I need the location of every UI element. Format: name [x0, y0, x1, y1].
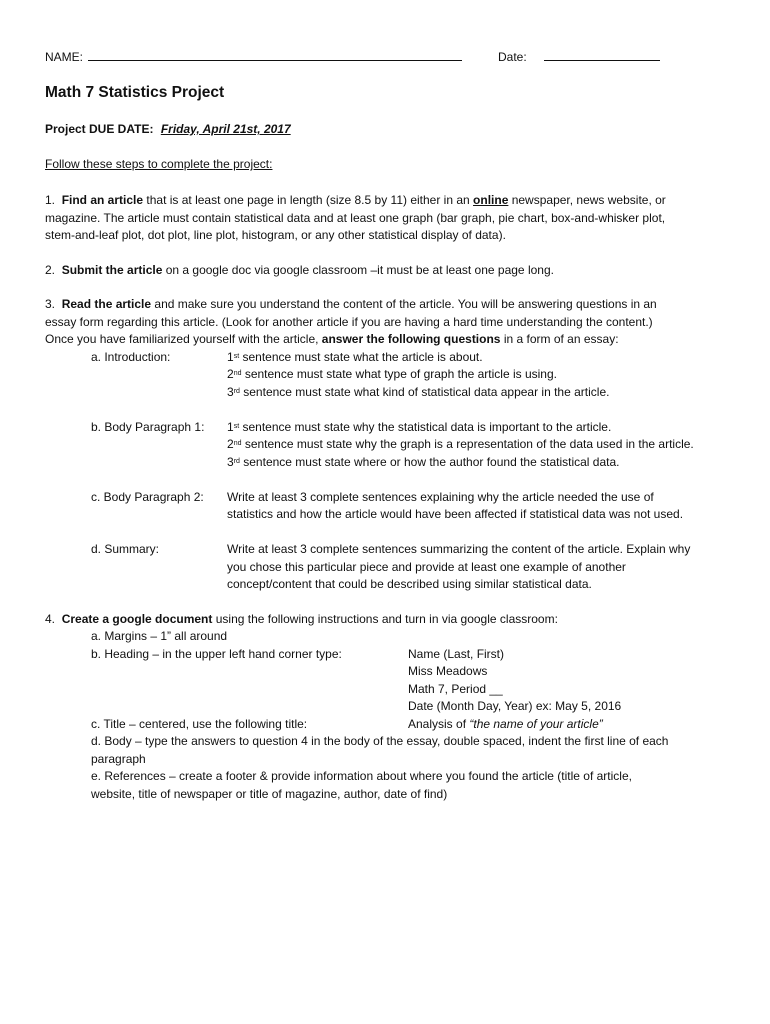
- step-1-line-3: stem-and-leaf plot, dot plot, line plot, histogram, or any other statistical display of data).: [45, 228, 506, 242]
- step-2-bold: Submit the article: [61, 263, 163, 277]
- step-4-bold: Create a google document: [61, 611, 213, 626]
- date-line: [498, 48, 660, 64]
- step-1-bold: Find an article: [61, 193, 144, 207]
- step-1-text-b: newspaper, news website, or: [508, 193, 666, 207]
- step-3-text-a: and make sure you understand the content of the article. You will be answering questions in an: [151, 297, 657, 311]
- heading-line-4: Date (Month Day, Year) ex: May 5, 2016: [408, 699, 622, 713]
- name-line: [45, 48, 462, 64]
- step-4-item-e-line-1: e. References – create a footer & provide information about where you found the article (title of article,: [91, 769, 632, 783]
- step-3-line-1: [45, 296, 657, 314]
- section-a-label: a. Introduction:: [91, 349, 171, 364]
- section-a-item-2: 2nd sentence must state what type of graph the article is using.: [227, 367, 557, 381]
- due-date: Friday, April 21st, 2017: [160, 122, 291, 136]
- section-b-item-3: 3rd sentence must state where or how the author found the statistical data.: [227, 454, 620, 469]
- step-4-item-d-line-1: d. Body – type the answers to question 4 in the body of the essay, double spaced, indent the first line of each: [91, 734, 669, 748]
- step-1-number: 1.: [45, 193, 56, 207]
- section-d-line-1: Write at least 3 complete sentences summarizing the content of the article. Explain why: [227, 542, 691, 556]
- heading-line-2: Miss Meadows: [408, 664, 488, 678]
- section-c-line-1: Write at least 3 complete sentences explaining why the article needed the use of: [227, 489, 654, 504]
- step-2-line: [45, 262, 554, 280]
- step-3-line-3-b: in a form of an essay:: [500, 332, 619, 346]
- title-instruction: Analysis of “the name of your article”: [408, 716, 603, 731]
- section-d-line-3: concept/content that could be described using similar statistical data.: [227, 577, 592, 591]
- step-1-online: online: [473, 193, 509, 207]
- step-4-item-b: b. Heading – in the upper left hand corner type:: [91, 646, 342, 661]
- section-a-item-1: 1st sentence must state what the article is about.: [227, 349, 483, 364]
- due-date-line: [45, 122, 291, 136]
- date-label: Date:: [498, 50, 527, 64]
- step-4-item-d-line-2: paragraph: [91, 751, 146, 766]
- step-4-line: [45, 611, 558, 629]
- step-1-line-2: magazine. The article must contain statistical data and at least one graph (bar graph, pie chart, box-and-whisker plot,: [45, 210, 666, 225]
- step-4-text: using the following instructions and turn in via google classroom:: [212, 611, 558, 626]
- name-blank: [88, 48, 462, 61]
- step-3-number: 3.: [45, 297, 56, 311]
- step-3-line-2: essay form regarding this article. (Look for another article if you are having a hard time understanding the content.): [45, 314, 653, 329]
- step-1-line-1: [45, 192, 666, 210]
- intro-text: Follow these steps to complete the project:: [45, 157, 273, 171]
- section-b-item-2: 2nd sentence must state why the graph is a representation of the data used in the article.: [227, 437, 694, 451]
- section-d-line-2: you chose this particular piece and provide at least one example of another: [227, 559, 626, 574]
- step-4-item-e-line-2: website, title of newspaper or title of magazine, author, date of find): [91, 786, 448, 801]
- section-c-line-2: statistics and how the article would have been affected if statistical data was not used.: [227, 507, 684, 521]
- step-3-line-3-bold: answer the following questions: [321, 332, 501, 346]
- step-4-number: 4.: [45, 611, 56, 626]
- section-c-label: c. Body Paragraph 2:: [91, 489, 204, 504]
- step-4-item-a: a. Margins – 1” all around: [91, 629, 228, 643]
- step-3-bold: Read the article: [61, 297, 152, 311]
- heading-line-1: Name (Last, First): [408, 646, 505, 661]
- section-a-item-3: 3rd sentence must state what kind of statistical data appear in the article.: [227, 384, 610, 399]
- section-b-item-1: 1st sentence must state why the statistical data is important to the article.: [227, 419, 612, 434]
- step-2-text: on a google doc via google classroom –it must be at least one page long.: [162, 263, 554, 277]
- due-label: Project DUE DATE:: [45, 122, 154, 136]
- step-2-number: 2.: [45, 263, 56, 277]
- name-label: NAME:: [45, 50, 84, 64]
- section-b-label: b. Body Paragraph 1:: [91, 419, 205, 434]
- step-3-line-3: [45, 331, 619, 349]
- step-4-item-c: c. Title – centered, use the following title:: [91, 716, 308, 731]
- date-blank: [544, 48, 660, 61]
- heading-line-3: Math 7, Period __: [408, 681, 503, 696]
- section-d-label: d. Summary:: [91, 542, 160, 556]
- page-title: Math 7 Statistics Project: [45, 84, 225, 101]
- instructions-intro: [45, 157, 272, 171]
- step-3-line-3-a: Once you have familiarized yourself with the article,: [45, 332, 322, 346]
- step-1-text-a: that is at least one page in length (size 8.5 by 11) either in an: [143, 193, 474, 207]
